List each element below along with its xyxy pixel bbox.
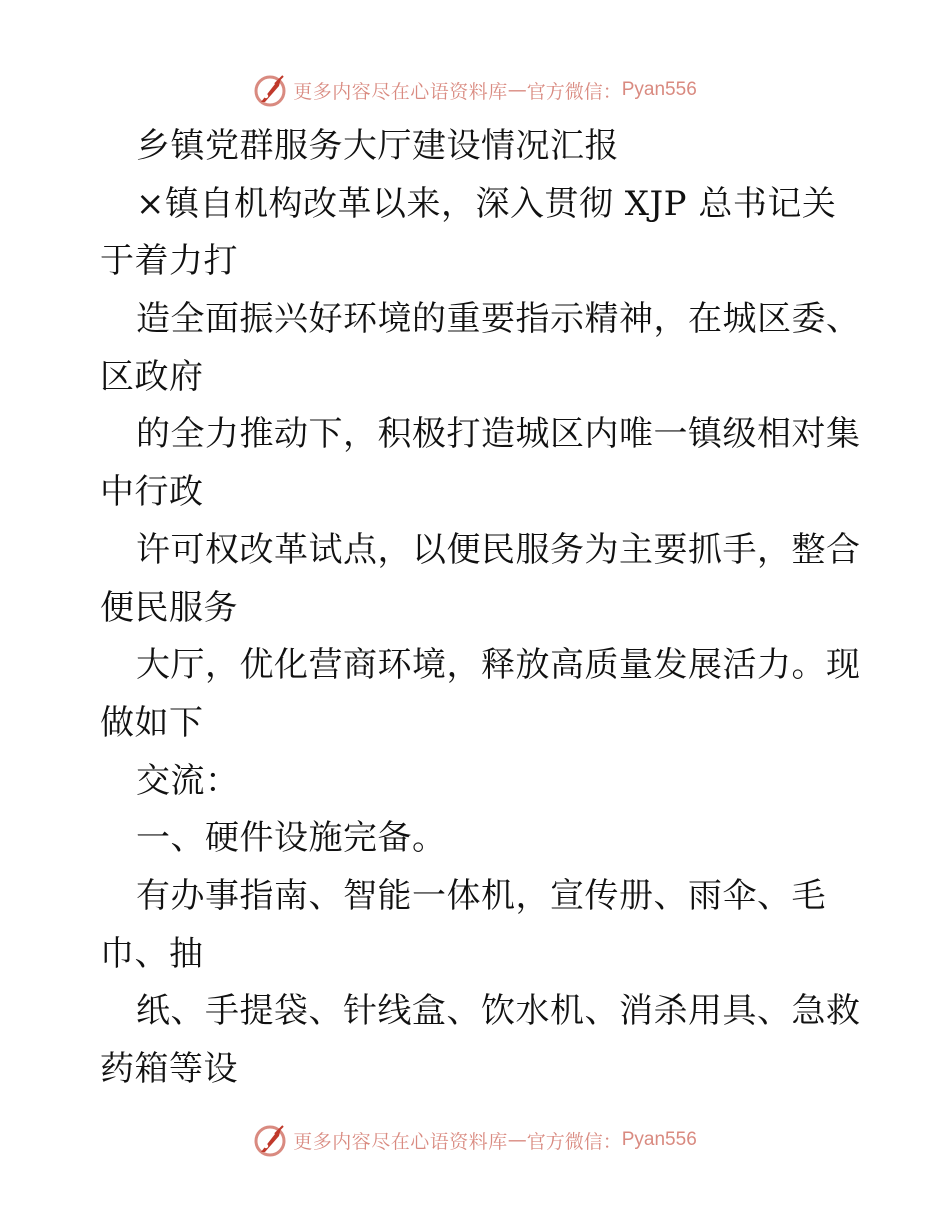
doc-line: 于着力打 (100, 241, 238, 282)
doc-line: 纸、手提袋、针线盒、饮水机、消杀用具、急救 (136, 991, 861, 1032)
doc-line: 区政府 (100, 356, 204, 397)
doc-title-line: 乡镇党群服务大厅建设情况汇报 (136, 126, 619, 166)
doc-line: ×镇自机构改革以来，深入贯彻 XJP 总书记关 (136, 183, 837, 224)
doc-line: 大厅，优化营商环境，释放高质量发展活力。现 (136, 645, 861, 686)
watermark-wechat-label: 官方微信： (526, 80, 622, 103)
quill-logo-icon (253, 72, 289, 108)
doc-line: 交流： (136, 760, 240, 801)
watermark-wechat-id: Pyan556 (621, 1129, 697, 1150)
doc-line: 许可权改革试点，以便民服务为主要抓手，整合 (136, 529, 861, 570)
doc-line: 药箱等设 (100, 1049, 238, 1089)
quill-logo-icon (253, 1122, 289, 1158)
doc-line: 中行政 (100, 472, 204, 513)
watermark-site-text: 更多内容尽在心语资料库 (293, 1130, 508, 1153)
header-watermark (0, 70, 950, 110)
doc-line: 巾、抽 (100, 933, 204, 974)
doc-line: 有办事指南、智能一体机，宣传册、雨伞、毛 (136, 875, 826, 916)
document-body (100, 118, 860, 1099)
watermark-separator: — (507, 79, 527, 101)
footer-watermark (0, 1120, 950, 1160)
watermark-site-text: 更多内容尽在心语资料库 (293, 80, 508, 103)
doc-line: 的全力推动下，积极打造城区内唯一镇级相对集 (136, 414, 861, 455)
watermark-separator: — (507, 1129, 527, 1151)
doc-line: 造全面振兴好环境的重要指示精神，在城区委、 (136, 299, 861, 340)
watermark-wechat-label: 官方微信： (526, 1130, 622, 1153)
section-heading-line: 一、硬件设施完备。 (136, 818, 447, 859)
watermark-wechat-id: Pyan556 (621, 79, 697, 100)
doc-line: 便民服务 (100, 587, 238, 628)
doc-line: 做如下 (100, 702, 204, 743)
